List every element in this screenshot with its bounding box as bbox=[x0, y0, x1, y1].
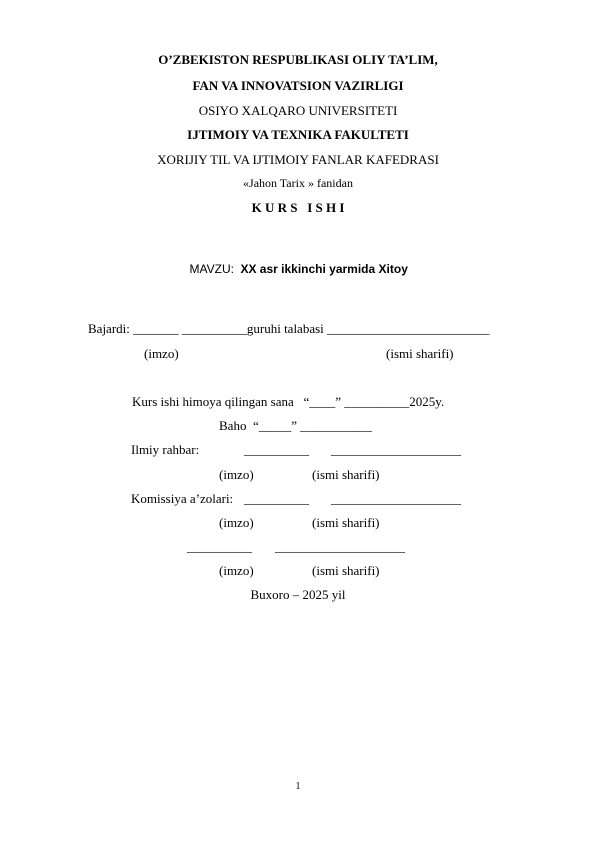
commission-label: Komissiya a’zolari: bbox=[131, 491, 234, 506]
supervisor-name-blank: ____________________ bbox=[331, 442, 461, 457]
commission-signature-caption-2: (imzo) bbox=[219, 563, 254, 578]
city-year: Buxoro – 2025 yil bbox=[250, 587, 346, 602]
grade-line: Baho “_____” ___________ bbox=[219, 418, 372, 433]
topic-title: XX asr ikkinchi yarmida Xitoy bbox=[240, 262, 408, 276]
commission-signature-blank-2: __________ bbox=[187, 539, 252, 554]
commission-signature-caption: (imzo) bbox=[219, 515, 254, 530]
topic-label: MAVZU: bbox=[189, 262, 234, 276]
commission-name-blank-2: ____________________ bbox=[275, 539, 405, 554]
supervisor-signature-caption: (imzo) bbox=[219, 467, 254, 482]
commission-name-blank: ____________________ bbox=[331, 491, 461, 506]
page-number: 1 bbox=[295, 781, 301, 792]
subject-name: «Jahon Tarix » fanidan bbox=[243, 176, 353, 190]
department-name: XORIJIY TIL VA IJTIMOIY FANLAR KAFEDRASI bbox=[157, 152, 439, 167]
supervisor-label: Ilmiy rahbar: bbox=[131, 442, 200, 457]
supervisor-signature-blank: __________ bbox=[244, 442, 309, 457]
performer-line: Bajardi: _______ __________guruhi talabasi _________________________ bbox=[88, 321, 490, 336]
supervisor-name-caption: (ismi sharifi) bbox=[312, 467, 380, 482]
ministry-line-1: O’ZBEKISTON RESPUBLIKASI OLIY TA’LIM, bbox=[158, 52, 438, 67]
faculty-name: IJTIMOIY VA TEXNIKA FAKULTETI bbox=[187, 127, 409, 142]
document-type: K U R S I S H I bbox=[251, 200, 345, 215]
performer-signature-caption: (imzo) bbox=[144, 346, 179, 361]
university-name: OSIYO XALQARO UNIVERSITETI bbox=[198, 103, 398, 118]
commission-name-caption: (ismi sharifi) bbox=[312, 515, 380, 530]
commission-signature-blank: __________ bbox=[244, 491, 309, 506]
ministry-line-2: FAN VA INNOVATSION VAZIRLIGI bbox=[192, 78, 404, 93]
performer-name-caption: (ismi sharifi) bbox=[386, 346, 454, 361]
topic-line bbox=[183, 249, 408, 275]
defense-date-line: Kurs ishi himoya qilingan sana “____” __________2025y. bbox=[132, 394, 445, 409]
commission-name-caption-2: (ismi sharifi) bbox=[312, 563, 380, 578]
